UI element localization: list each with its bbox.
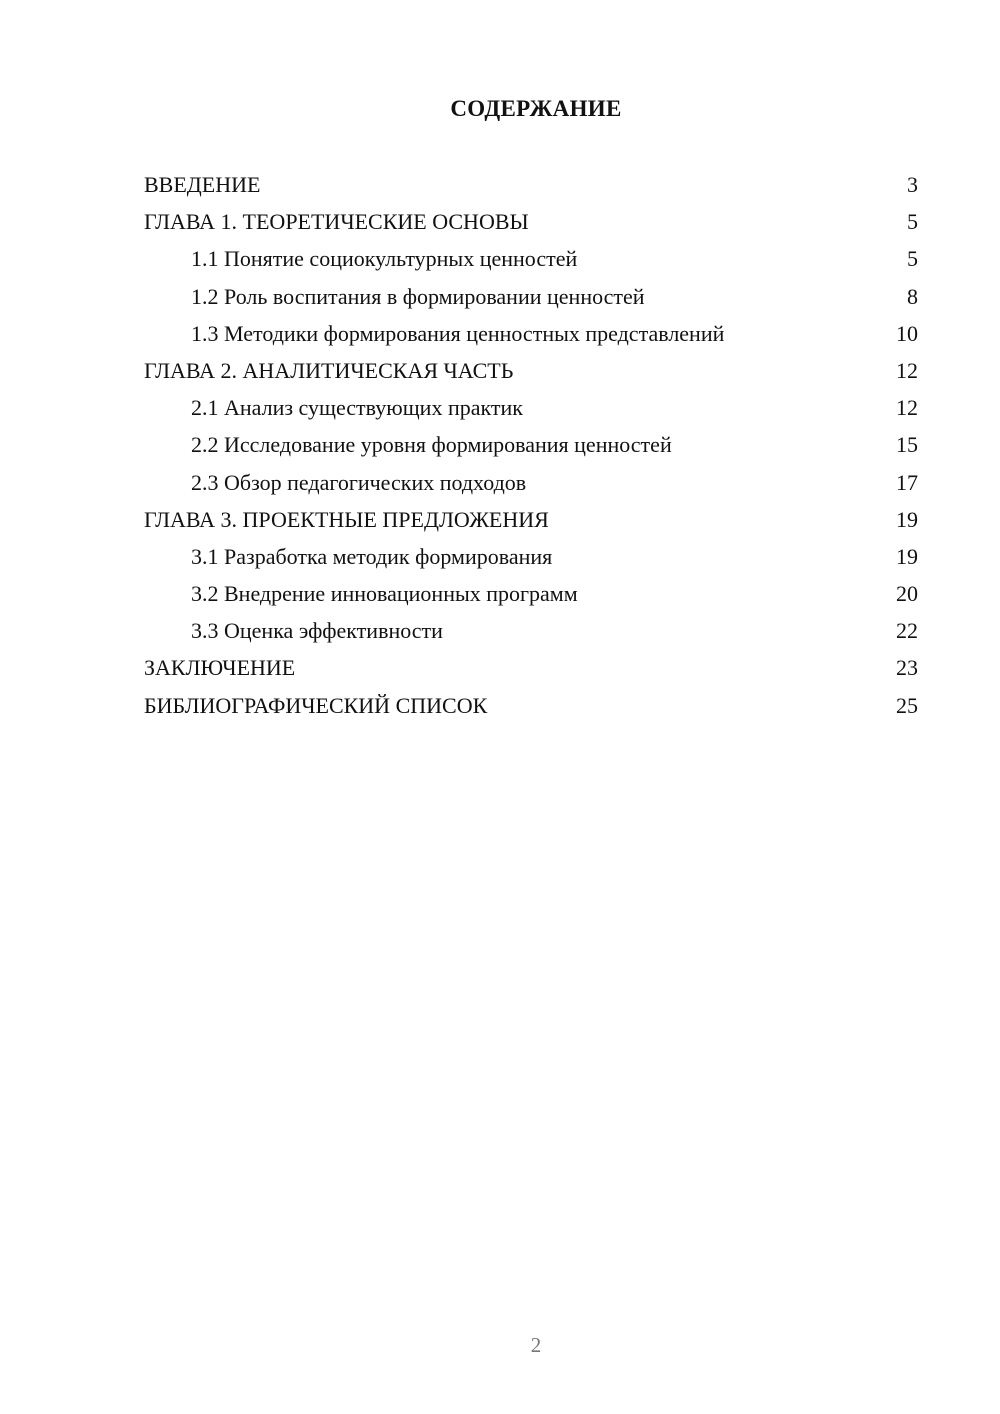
toc-entry-label: 2.3 Обзор педагогических подходов	[191, 469, 527, 495]
table-of-contents	[144, 166, 918, 724]
toc-entry	[144, 501, 918, 538]
toc-entry	[144, 352, 918, 389]
toc-entry	[144, 649, 918, 686]
toc-entry-page: 19	[896, 506, 918, 532]
toc-entry	[144, 240, 918, 277]
toc-entry	[144, 315, 918, 352]
toc-entry	[144, 389, 918, 426]
toc-entry-page: 23	[896, 655, 918, 681]
page-title: СОДЕРЖАНИЕ	[450, 96, 622, 121]
toc-entry-page: 25	[896, 692, 918, 718]
toc-entry-page: 8	[907, 283, 918, 309]
toc-entry	[144, 575, 918, 612]
toc-entry-label: 3.3 Оценка эффективности	[191, 618, 443, 644]
toc-entry-label: ВВЕДЕНИЕ	[144, 172, 261, 197]
toc-entry-label: БИБЛИОГРАФИЧЕСКИЙ СПИСОК	[144, 692, 488, 718]
toc-entry-label: 3.1 Разработка методик формирования	[191, 543, 553, 569]
page-number: 2	[530, 1333, 542, 1357]
toc-entry-page: 12	[896, 395, 918, 421]
toc-entry	[144, 464, 918, 501]
toc-entry-label: ГЛАВА 1. ТЕОРЕТИЧЕСКИЕ ОСНОВЫ	[144, 209, 529, 235]
toc-entry-page: 5	[907, 246, 918, 272]
toc-entry	[144, 687, 918, 724]
toc-entry-page: 19	[896, 543, 918, 569]
toc-entry-label: 1.1 Понятие социокультурных ценностей	[191, 246, 578, 272]
toc-entry-page: 17	[896, 469, 918, 495]
toc-entry	[144, 166, 918, 203]
toc-entry-label: 1.2 Роль воспитания в формировании ценностей	[191, 283, 645, 309]
toc-entry-label: ЗАКЛЮЧЕНИЕ	[144, 655, 296, 681]
toc-entry	[144, 203, 918, 240]
toc-entry-page: 5	[907, 209, 918, 235]
toc-entry-label: 1.3 Методики формирования ценностных представлений	[191, 320, 725, 346]
toc-entry-label: ГЛАВА 2. АНАЛИТИЧЕСКАЯ ЧАСТЬ	[144, 357, 514, 383]
toc-entry	[144, 278, 918, 315]
toc-entry-page: 3	[907, 172, 918, 197]
toc-entry-page: 12	[896, 357, 918, 383]
toc-entry-page: 22	[896, 618, 918, 644]
toc-entry	[144, 426, 918, 463]
toc-entry-page: 10	[896, 320, 918, 346]
toc-entry	[144, 612, 918, 649]
toc-entry-label: 3.2 Внедрение инновационных программ	[191, 581, 578, 607]
toc-entry-page: 20	[896, 581, 918, 607]
toc-entry-label: 2.1 Анализ существующих практик	[191, 395, 523, 421]
toc-entry	[144, 538, 918, 575]
toc-entry-page: 15	[896, 432, 918, 458]
toc-entry-label: 2.2 Исследование уровня формирования ценностей	[191, 432, 672, 458]
toc-entry-label: ГЛАВА 3. ПРОЕКТНЫЕ ПРЕДЛОЖЕНИЯ	[144, 506, 549, 532]
